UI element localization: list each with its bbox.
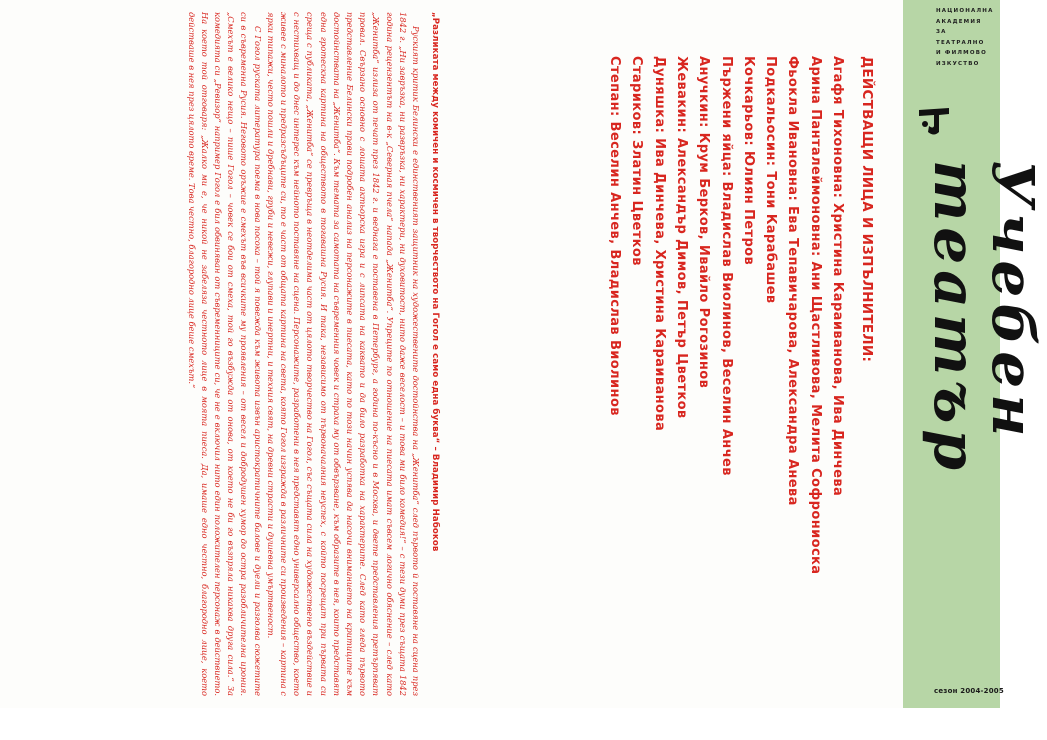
cast-row: Стариков: Златин Цветков: [629, 56, 645, 266]
academy-line: И ФИЛМОВО: [936, 50, 987, 56]
cast-row: Анучкин: Крум Берков, Ивайло Рогозинов: [696, 56, 712, 389]
cast-row: Степан: Веселин Анчев, Владислав Виолинов: [607, 56, 623, 416]
rotated-text-inner: [14, 12, 894, 696]
cast-row: Агафя Тихоновна: Христина Караиванова, Ива Динчева: [830, 56, 845, 497]
cast-list: [603, 56, 848, 696]
cast-row: Пържени яйца: Владислав Виолинов, Веселин Анчев: [718, 56, 734, 476]
cast-row: Подкальосин: Тони Карабашев: [763, 56, 779, 304]
academy-line: АКАДЕМИЯ: [936, 18, 982, 25]
cast-row: Арина Панталеймоновна: Ани Щастливова, Мелита Софрониоска: [807, 56, 823, 575]
rotated-text-area: [14, 12, 894, 696]
season-label: сезон 2004-2005: [934, 687, 1004, 695]
article-paragraph: С Гогол руската литература поема в нова посока – той я повежда към живота извън аристократичните балове и дуели и разголва сюжетите си в съвременна Русия. Неговото оръжие е смехът във всичките му проявления – от весел и добродушен хумор до остра разобличителна ирония. „Смехът е велико нещо – пише Гогол – човек се бои от смеха, той го възбужда от онова, от което не би го възпряла никаква друга сила.“ За комедията си „Ревизор“ например Гогол е бил обвиняван от съвременниците си, че не е включил нито един положителен персонаж в действието. На което той отговаря: „Жалко ми е, че никой не забеляза честното лице в моята пиеса. Да, имаше едно честно, благородно лице, което действаше в нея през цялото време. Това честно, благородно лице беше смехът.“: [186, 12, 263, 696]
cast-row: Кочкарьов: Юлиян Петров: [740, 56, 756, 266]
article-title: „Разликата между комичен и космичен в творчеството на Гогол е само една буква“ – Владимир Набоков: [430, 12, 440, 552]
article-paragraph: Руският критик Белински е единственият защитник на художествените достойнства на „Женитба“ след първото й поставяне на сцена през 1842 г. „Ни завръзка, ни развръзка, ни характери, ни духовитост, нито даже веселост – и това ми било комедия!“ – с тези думи през същата 1842 година рецензентът на в-к „Северная пчела“ напада „Женитба“. Упреците по отношение на пиесата имат съвсем логично обяснение – след като „Женитба“ излиза от печат през 1842 г. и веднага е поставена в Петербург, а година по-късно и в Москва, и двете представления претърпяват провал. Свързано основно с лошата актьорска игра и с липсата на каквато и да било разработка на характерите. След като гледа първото представление Белински прави подробен анализ на персонажите в пиесата, като по този начин успява да насочи вниманието на критиците към достойнствата на „Женитба“. Към темата за самотата на съвременния човек и страха му от обвързване, към образите в нея, които представят една гротескна картина на обществото в тогавашна Русия. И така, независимо от първоначалния неуспех, с който посрещат при първата си среща с публиката, „Женитба“ се превръща в неотделима част от цялото творчество на Гогол, със същата сила на художествено въздействие и с нестихващ и до днес интерес към нейното поставяне на сцена. Персонажите, разработени в нея представят едно универсално общество, което живее с миналото и предразсъдъците си, то е част от общата картина на света, която Гогол изгражда в различните си произведения – картина с ярки типажи, често пошли и дребнави, груби и невежи, глупави и инертни, и техния свят, на древни страсти и душевна умъртвеност.: [265, 12, 421, 696]
cast-row: Дуняшка: Ива Динчева, Христина Караиванова: [651, 56, 667, 432]
cast-row: Фьокла Ивановна: Ева Тепавичарова, Александра Анева: [785, 56, 801, 506]
academy-line: ЗА ТЕАТРАЛНО: [936, 29, 985, 46]
academy-line: ИЗКУСТВО: [936, 60, 980, 67]
article-body: [18, 12, 422, 696]
academy-name: [936, 6, 996, 69]
theatre-logo-icon: [915, 104, 953, 138]
cast-row: Жевакин: Александър Димов, Петър Цветков: [673, 56, 689, 419]
brand-title: Учебен театър: [921, 160, 1047, 476]
cast-heading: ДЕЙСТВАЩИ ЛИЦА И ИЗПЪЛНИТЕЛИ:: [859, 56, 875, 363]
academy-line: НАЦИОНАЛНА: [936, 8, 994, 14]
